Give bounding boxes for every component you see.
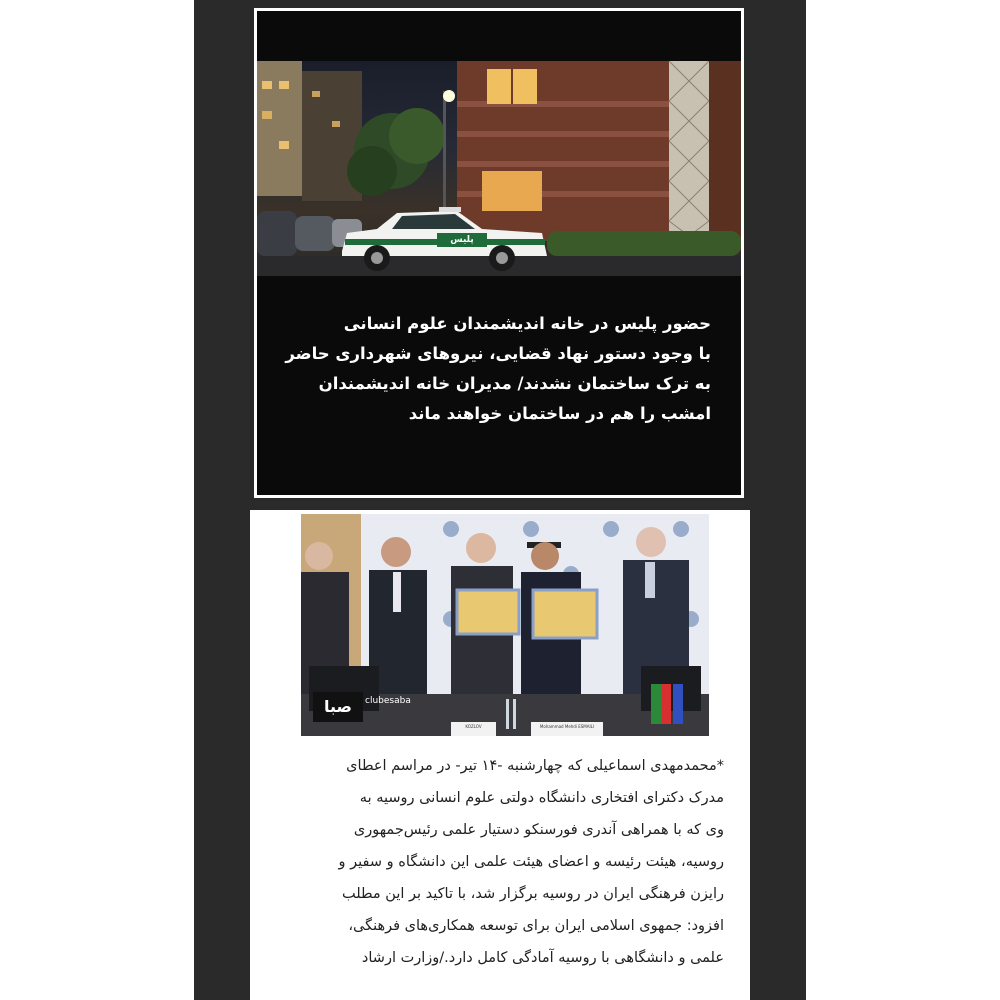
caption-line-5: رایزن فرهنگی ایران در روسیه برگزار شد، با تاکید بر این مطلب <box>341 886 724 902</box>
headline-line-3: به ترک ساختمان نشدند/ مدیران خانه اندیشمندان <box>318 374 711 393</box>
caption-line-2: مدرک دکترای افتخاری دانشگاه دولتی علوم انسانی روسیه به <box>359 790 724 806</box>
news-post-image <box>257 11 741 495</box>
headline-line-1: حضور پلیس در خانه اندیشمندان علوم انسانی <box>343 314 711 333</box>
news-post-card-2[interactable] <box>250 510 750 1000</box>
caption-line-4: روسیه، هیئت رئیسه و اعضای هیئت علمی این دانشگاه و سفیر و <box>338 854 724 870</box>
police-car-label: پلیس <box>450 235 474 245</box>
headline-line-4: امشب را هم در ساختمان خواهند ماند <box>408 404 711 423</box>
caption-line-1: *محمدمهدی اسماعیلی که چهارشنبه -۱۴ تیر- در مراسم اعطای <box>346 758 724 774</box>
watermark-logo: صبا <box>324 697 352 716</box>
caption-line-3: وی که با همراهی آندری فورسنکو دستیار علمی رئیس‌جمهوری <box>353 822 724 838</box>
nameplate-left: KOZLOV <box>465 724 482 729</box>
caption-line-7: علمی و دانشگاهی با روسیه آمادگی کامل دارد./وزارت ارشاد <box>361 950 724 966</box>
ceremony-photo <box>301 514 709 736</box>
nameplate-right: Mohammad Mehdi ESMAILI <box>539 724 595 729</box>
police-scene-photo <box>257 61 741 276</box>
headline-line-2: با وجود دستور نهاد قضایی، نیروهای شهرداری حاضر <box>285 344 711 363</box>
watermark-brand: clubesaba <box>365 696 411 706</box>
news-caption <box>284 750 724 974</box>
caption-line-6: افزود: جمهوی اسلامی ایران برای توسعه همکاری‌های فرهنگی، <box>348 918 724 934</box>
news-post-card[interactable] <box>254 8 744 498</box>
news-headline <box>271 309 711 429</box>
